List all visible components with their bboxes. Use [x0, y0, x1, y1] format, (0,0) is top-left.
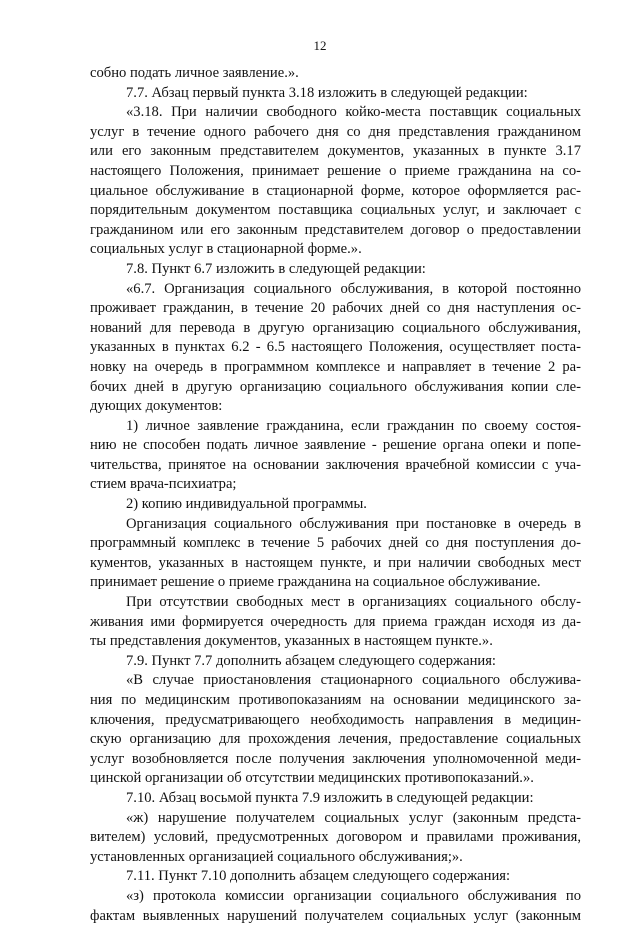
- text-line: 7.10. Абзац восьмой пункта 7.9 изложить в следующей редакции:: [126, 789, 534, 806]
- text-line: цинской организации об отсутствии медицинских противопоказаний.».: [90, 770, 534, 787]
- text-line: ключения, предусматривающего необходимость направления в медицин-: [90, 711, 581, 728]
- text-line: 7.11. Пункт 7.10 дополнить абзацем следующего содержания:: [126, 868, 511, 885]
- text-line: Организация социального обслуживания при постановке в очередь в: [126, 515, 581, 532]
- text-line: чительства, принятое на основании заключения врачебной комиссии с уча-: [90, 456, 581, 473]
- document-body: [90, 64, 581, 926]
- text-line: программный комплекс в течение 5 рабочих дней со дня поступления до-: [90, 535, 581, 552]
- text-line: нию не способен подать личное заявление - решение органа опеки и попе-: [90, 437, 581, 454]
- text-line: кументов, указанных в настоящем пункте, и при наличии свободных мест: [90, 554, 581, 571]
- text-line: услуг в течение одного рабочего дня со дня представления гражданином: [90, 123, 581, 140]
- text-line: «з) протокола комиссии организации социального обслуживания по: [126, 887, 581, 904]
- text-line: ты представления документов, указанных в настоящем пункте.».: [90, 633, 493, 650]
- text-line: 7.7. Абзац первый пункта 3.18 изложить в следующей редакции:: [126, 84, 528, 101]
- text-line: циальное обслуживание в стационарной форме, которое оформляется рас-: [90, 182, 581, 199]
- text-line: или его законным представителем документов, указанных в пункте 3.17: [90, 143, 581, 160]
- text-line: 1) личное заявление гражданина, если гражданин по своему состоя-: [126, 417, 581, 434]
- text-line: настоящего Положения, принимает решение о приеме гражданина на со-: [90, 162, 581, 179]
- text-line: порядительным документом поставщика социальных услуг, и заключает с: [90, 202, 581, 219]
- text-line: нований для перевода в другую организацию социального обслуживания,: [90, 319, 581, 336]
- text-line: фактам выявленных нарушений получателем социальных услуг (законным: [90, 907, 581, 924]
- text-line: «В случае приостановления стационарного социального обслужива-: [126, 672, 581, 689]
- text-line: услуг возобновляется после получения заключения уполномоченной меди-: [90, 750, 581, 767]
- text-line: принимает решение о приеме гражданина на социальное обслуживание.: [90, 574, 541, 591]
- text-line: стием врача-психиатра;: [90, 476, 237, 493]
- text-line: установленных организацией социального обслуживания;».: [90, 848, 463, 865]
- text-line: «ж) нарушение получателем социальных услуг (законным предста-: [126, 809, 581, 826]
- text-line: собно подать личное заявление.».: [90, 65, 299, 81]
- text-line: 7.8. Пункт 6.7 изложить в следующей редакции:: [126, 260, 426, 277]
- text-line: проживает гражданин, в течение 20 рабочих дней со дня наступления ос-: [90, 300, 581, 317]
- text-line: социальных услуг в стационарной форме.».: [90, 241, 362, 258]
- text-line: дующих документов:: [90, 398, 223, 415]
- text-line: 7.9. Пункт 7.7 дополнить абзацем следующего содержания:: [126, 652, 496, 669]
- text-line: живания ими формируется очередность для приема граждан исходя из да-: [90, 613, 581, 630]
- text-line: ния по медицинским противопоказаниям на основании медицинского за-: [90, 692, 581, 708]
- text-line: указанных в пунктах 6.2 - 6.5 настоящего Положения, осуществляет поста-: [90, 339, 581, 356]
- text-line: скую организацию для прохождения лечения, предоставление социальных: [90, 731, 581, 748]
- text-line: гражданином или его законным представителем договор о предоставлении: [90, 221, 581, 238]
- text-line: 2) копию индивидуальной программы.: [126, 496, 367, 513]
- text-line: При отсутствии свободных мест в организациях социального обслу-: [126, 594, 581, 611]
- text-line: «6.7. Организация социального обслуживания, в которой постоянно: [126, 280, 581, 297]
- text-line: бочих дней в другую организацию социального обслуживания копии сле-: [90, 378, 581, 395]
- text-line: новку на очередь в программном комплексе и направляет в течение 2 ра-: [90, 358, 581, 375]
- text-line: вителем) условий, предусмотренных договором и правилами проживания,: [90, 829, 581, 846]
- text-line: «3.18. При наличии свободного койко-места поставщик социальных: [126, 104, 581, 121]
- page-number: 12: [313, 38, 327, 53]
